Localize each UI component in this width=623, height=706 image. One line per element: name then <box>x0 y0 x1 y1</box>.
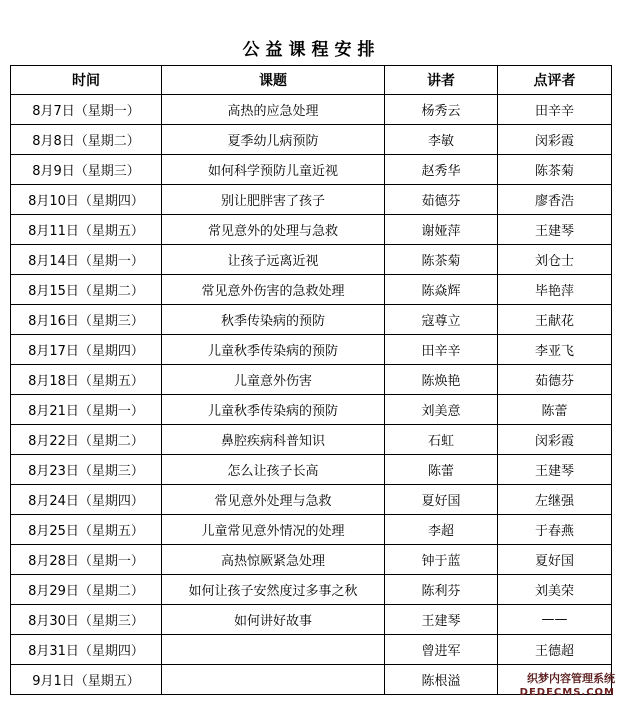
cell-topic: 别让肥胖害了孩子 <box>162 185 385 215</box>
cell-topic: 夏季幼儿病预防 <box>162 125 385 155</box>
table-row <box>11 365 612 395</box>
cell-speaker: 陈焕艳 <box>385 365 498 395</box>
cell-topic <box>162 665 385 695</box>
cell-time: 8月18日（星期五） <box>11 365 162 395</box>
watermark-text: 织梦内容管理系统 <box>527 672 615 685</box>
cell-reviewer: 茹德芬 <box>498 365 612 395</box>
table-row <box>11 485 612 515</box>
cell-speaker: 石虹 <box>385 425 498 455</box>
cell-time: 8月8日（星期二） <box>11 125 162 155</box>
cell-time: 8月9日（星期三） <box>11 155 162 185</box>
cell-time: 8月29日（星期二） <box>11 575 162 605</box>
table-row <box>11 95 612 125</box>
watermark-url: DEDECMS.COM <box>519 687 615 698</box>
cell-reviewer: 闵彩霞 <box>498 425 612 455</box>
cell-topic: 鼻腔疾病科普知识 <box>162 425 385 455</box>
cell-reviewer: 陈蕾 <box>498 395 612 425</box>
cell-time: 8月25日（星期五） <box>11 515 162 545</box>
cell-reviewer: 田辛辛 <box>498 95 612 125</box>
cell-reviewer: —— <box>498 605 612 635</box>
page-title: 公益课程安排 <box>242 40 381 60</box>
cell-speaker: 王建琴 <box>385 605 498 635</box>
cell-time: 8月16日（星期三） <box>11 305 162 335</box>
cell-reviewer: 陈茶菊 <box>498 155 612 185</box>
table-header-row <box>11 66 612 95</box>
cell-reviewer: 廖香浩 <box>498 185 612 215</box>
cell-speaker: 田辛辛 <box>385 335 498 365</box>
cell-speaker: 陈茶菊 <box>385 245 498 275</box>
header-speaker: 讲者 <box>385 66 498 95</box>
header-time: 时间 <box>11 66 162 95</box>
cell-speaker: 寇尊立 <box>385 305 498 335</box>
watermark-logo <box>520 672 615 700</box>
cell-topic: 如何讲好故事 <box>162 605 385 635</box>
cell-speaker: 杨秀云 <box>385 95 498 125</box>
cell-reviewer: 李亚飞 <box>498 335 612 365</box>
cell-reviewer: 王献花 <box>498 305 612 335</box>
cell-time: 8月22日（星期二） <box>11 425 162 455</box>
cell-speaker: 陈蕾 <box>385 455 498 485</box>
cell-time: 8月11日（星期五） <box>11 215 162 245</box>
cell-time: 8月17日（星期四） <box>11 335 162 365</box>
table-row <box>11 305 612 335</box>
cell-topic: 儿童常见意外情况的处理 <box>162 515 385 545</box>
schedule-body <box>11 95 612 695</box>
cell-topic: 秋季传染病的预防 <box>162 305 385 335</box>
cell-speaker: 陈利芬 <box>385 575 498 605</box>
cell-reviewer: 闵彩霞 <box>498 125 612 155</box>
cell-topic: 儿童秋季传染病的预防 <box>162 395 385 425</box>
schedule-table <box>10 65 612 695</box>
cell-speaker: 曾进军 <box>385 635 498 665</box>
table-row <box>11 425 612 455</box>
table-row <box>11 335 612 365</box>
header-topic: 课题 <box>162 66 385 95</box>
cell-reviewer: 王建琴 <box>498 215 612 245</box>
cell-reviewer: 夏好国 <box>498 545 612 575</box>
cell-speaker: 钟于蓝 <box>385 545 498 575</box>
cell-topic: 高热惊厥紧急处理 <box>162 545 385 575</box>
cell-topic: 儿童秋季传染病的预防 <box>162 335 385 365</box>
cell-time: 8月28日（星期一） <box>11 545 162 575</box>
table-row <box>11 575 612 605</box>
cell-topic: 怎么让孩子长高 <box>162 455 385 485</box>
cell-time: 9月1日（星期五） <box>11 665 162 695</box>
cell-time: 8月7日（星期一） <box>11 95 162 125</box>
cell-speaker: 陈焱辉 <box>385 275 498 305</box>
cell-speaker: 刘美意 <box>385 395 498 425</box>
cell-speaker: 李超 <box>385 515 498 545</box>
cell-topic: 如何让孩子安然度过多事之秋 <box>162 575 385 605</box>
cell-reviewer: 左继强 <box>498 485 612 515</box>
cell-topic: 如何科学预防儿童近视 <box>162 155 385 185</box>
cell-topic: 常见意外伤害的急救处理 <box>162 275 385 305</box>
table-row <box>11 155 612 185</box>
cell-time: 8月23日（星期三） <box>11 455 162 485</box>
table-row <box>11 275 612 305</box>
cell-reviewer: 毕艳萍 <box>498 275 612 305</box>
cell-reviewer: 王德超 <box>498 635 612 665</box>
cell-topic: 让孩子远离近视 <box>162 245 385 275</box>
cell-topic: 儿童意外伤害 <box>162 365 385 395</box>
table-row <box>11 545 612 575</box>
cell-time: 8月24日（星期四） <box>11 485 162 515</box>
table-row <box>11 395 612 425</box>
header-reviewer: 点评者 <box>498 66 612 95</box>
cell-reviewer: 王建琴 <box>498 455 612 485</box>
cell-speaker: 夏好国 <box>385 485 498 515</box>
table-row <box>11 125 612 155</box>
cell-topic: 高热的应急处理 <box>162 95 385 125</box>
cell-speaker: 茹德芬 <box>385 185 498 215</box>
cell-topic: 常见意外处理与急救 <box>162 485 385 515</box>
cell-reviewer: 于春燕 <box>498 515 612 545</box>
cell-topic <box>162 635 385 665</box>
table-row <box>11 245 612 275</box>
cell-time: 8月10日（星期四） <box>11 185 162 215</box>
cell-reviewer: 刘仓士 <box>498 245 612 275</box>
table-row <box>11 605 612 635</box>
cell-speaker: 李敏 <box>385 125 498 155</box>
cell-time: 8月15日（星期二） <box>11 275 162 305</box>
table-row <box>11 635 612 665</box>
cell-speaker: 陈根溢 <box>385 665 498 695</box>
cell-speaker: 赵秀华 <box>385 155 498 185</box>
cell-speaker: 谢娅萍 <box>385 215 498 245</box>
cell-time: 8月31日（星期四） <box>11 635 162 665</box>
cell-topic: 常见意外的处理与急救 <box>162 215 385 245</box>
table-row <box>11 215 612 245</box>
cell-time: 8月30日（星期三） <box>11 605 162 635</box>
cell-time: 8月14日（星期一） <box>11 245 162 275</box>
table-row <box>11 455 612 485</box>
cell-reviewer: 刘美荣 <box>498 575 612 605</box>
table-row <box>11 515 612 545</box>
table-row <box>11 185 612 215</box>
cell-time: 8月21日（星期一） <box>11 395 162 425</box>
